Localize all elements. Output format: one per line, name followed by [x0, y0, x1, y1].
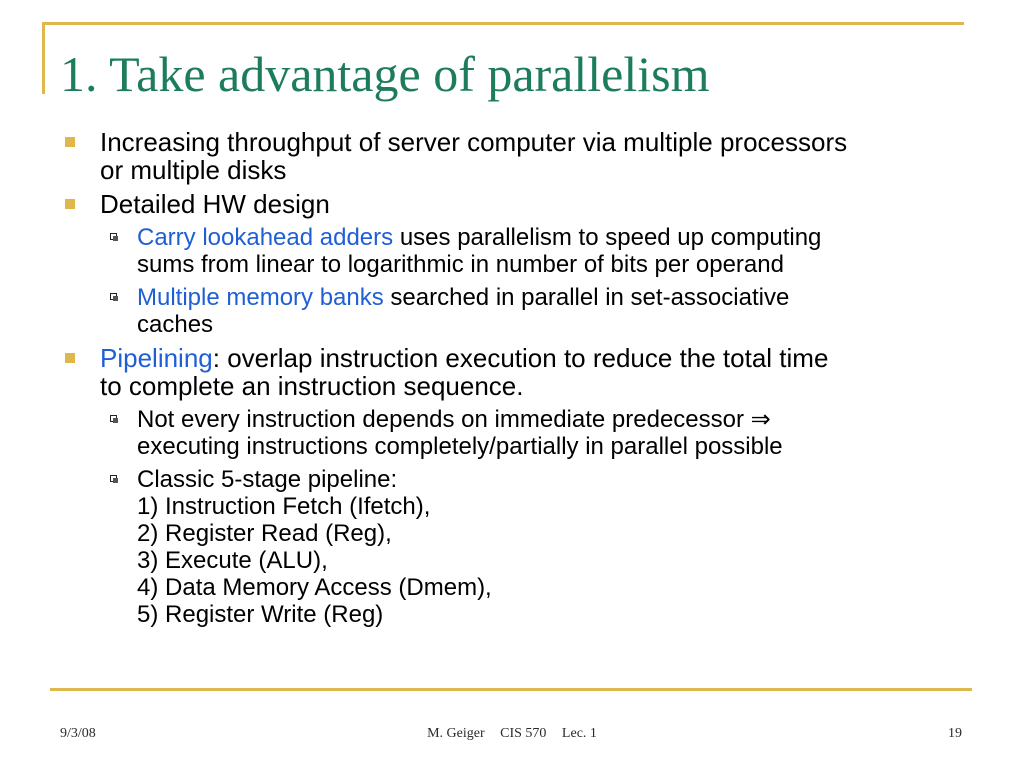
subbullet-text: searched in parallel in set-associative	[383, 284, 790, 311]
subbullet-line	[137, 224, 975, 251]
hollow-square-bullet-icon	[110, 233, 117, 240]
footer-author: M. Geiger	[427, 726, 485, 741]
hollow-square-bullet-icon	[110, 475, 117, 482]
subbullet-five-stage	[65, 466, 975, 628]
hollow-square-bullet-icon	[110, 415, 117, 422]
pipelining-subbullets	[65, 406, 975, 628]
bullet-text: : overlap instruction execution to reduce the total time	[212, 343, 829, 373]
bullet-text: to complete an instruction sequence.	[100, 371, 524, 401]
hollow-square-bullet-icon	[110, 293, 117, 300]
footer-course: CIS 570	[500, 726, 547, 741]
pipeline-stage: 4) Data Memory Access (Dmem),	[137, 574, 492, 601]
bullet-pipelining	[65, 344, 975, 400]
subbullet-memory-banks	[65, 284, 975, 338]
left-accent-line	[42, 22, 45, 94]
bullet-line	[100, 344, 975, 372]
square-bullet-icon	[65, 353, 75, 363]
subbullet-line	[137, 284, 975, 311]
square-bullet-icon	[65, 199, 75, 209]
bottom-accent-line	[50, 688, 972, 691]
subbullet-text: executing instructions completely/partially in parallel possible	[137, 433, 783, 460]
subbullet-dependencies	[65, 406, 975, 460]
subbullet-text: Classic 5-stage pipeline:	[137, 466, 398, 493]
bullet-text: Detailed HW design	[100, 189, 330, 219]
bullet-text: Increasing throughput of server computer via multiple processors	[100, 127, 848, 157]
subbullet-text: sums from linear to logarithmic in number of bits per operand	[137, 251, 784, 278]
bullet-text: or multiple disks	[100, 155, 287, 185]
hw-design-subbullets	[65, 224, 975, 338]
pipeline-stage: 1) Instruction Fetch (Ifetch),	[137, 493, 431, 520]
highlight-term: Multiple memory banks	[137, 284, 384, 311]
footer-center	[0, 726, 1024, 742]
top-accent-line	[42, 22, 964, 25]
footer-date: 9/3/08	[60, 726, 96, 741]
subbullet-text: Not every instruction depends on immediate predecessor ⇒	[137, 406, 771, 433]
pipeline-stage: 5) Register Write (Reg)	[137, 601, 384, 628]
slide-body	[65, 128, 975, 634]
slide-title: 1. Take advantage of parallelism	[60, 46, 710, 102]
subbullet-text: caches	[137, 311, 214, 338]
square-bullet-icon	[65, 137, 75, 147]
subbullet-text: uses parallelism to speed up computing	[393, 224, 822, 251]
pipeline-stage: 2) Register Read (Reg),	[137, 520, 392, 547]
bullet-throughput	[65, 128, 975, 184]
subbullet-carry-lookahead	[65, 224, 975, 278]
footer-lecture: Lec. 1	[561, 726, 597, 741]
pipeline-stage: 3) Execute (ALU),	[137, 547, 328, 574]
highlight-term: Pipelining	[100, 343, 213, 373]
highlight-term: Carry lookahead adders	[137, 224, 394, 251]
bullet-hw-design	[65, 190, 975, 218]
footer-page-number: 19	[948, 726, 962, 741]
